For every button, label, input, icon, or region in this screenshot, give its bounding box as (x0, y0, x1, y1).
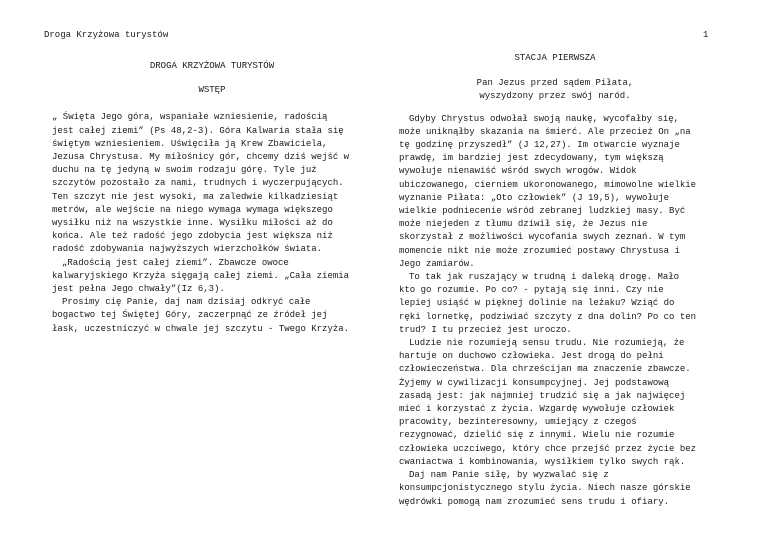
text-line: cwaniactwa i kombinowania, wysiłkiem tylko swych rąk. (399, 456, 686, 467)
text-line: metrów, ale wejście na niego wymaga wymaga większego (52, 204, 333, 215)
text-line: ręki lornetkę, podziwiać szczyty z dna dolin? Po co ten (399, 311, 697, 322)
left-paragraphs (52, 111, 372, 335)
text-line: Jego zamiarów. (399, 258, 475, 269)
paragraph (399, 469, 711, 509)
text-line: wyznanie Piłata: „Oto człowiek” (J 19,5), wywołuje (399, 192, 670, 203)
text-line: duchu na tę jedyną w swoim rodzaju górę. Tyle już (52, 165, 317, 176)
text-line: może niejeden z tłumu dziwił się, że Jezus nie (399, 219, 648, 230)
station-title: STACJA PIERWSZA (514, 53, 596, 63)
text-line: wędrówki pomogą nam zrozumieć sens trudu i ofiary. (399, 496, 670, 507)
paragraph (399, 337, 711, 469)
text-line: skorzystał z możliwości wycofania swych zeznań. W tym (399, 232, 686, 243)
text-line: prawdę, im bardziej jest zdecydowany, tym większą (399, 153, 664, 164)
page-number: 1 (703, 30, 709, 40)
text-line: wywołuje nienawiść wśród swych wrogów. Widok (399, 166, 637, 177)
text-line: jest pełna Jego chwały”(Iz 6,3). (52, 284, 225, 295)
text-line: człowieka uczciwego, który chce przejść przez życie bez (399, 443, 697, 454)
text-line: człowieczeństwa. Dla chrześcijan ma znaczenie zbawcze. (399, 364, 691, 375)
text-line: Żyjemy w cywilizacji konsumpcyjnej. Jej podstawową (399, 377, 670, 388)
text-line: „Radością jest całej ziemi”. Zbawcze owoce (62, 257, 289, 268)
paragraph (52, 296, 372, 336)
text-line: bogactwo tej Świętej Góry, zaczerpnąć ze źródeł jej (52, 310, 328, 321)
text-line: kto go rozumie. Po co? - pytają się inni. Czy nie (399, 285, 664, 296)
text-line: trud? I tu przecież jest uroczo. (399, 324, 572, 335)
text-line: Daj nam Panie siłę, by wyzwalać się z (409, 470, 609, 481)
station-subtitle-line: Pan Jezus przed sądem Piłata, (476, 78, 634, 89)
text-line: końca. Ale też radość jego zdobycia jest większa niż (52, 231, 333, 242)
text-line: Jezusa Chrystusa. My miłośnicy gór, chcemy dziś wejść w (52, 152, 350, 163)
paragraph (399, 271, 711, 337)
text-line: świętym wzniesieniem. Uświęciła ją Krew Zbawiciela, (52, 138, 328, 149)
text-line: Gdyby Chrystus odwołał swoją naukę, wycofałby się, (409, 113, 680, 124)
text-line: hartuje on duchowo człowieka. Jest drogą do pełni (399, 351, 664, 362)
station-subtitle (399, 77, 711, 103)
text-line: rezygnować, dzielić się z innymi. Wielu nie rozumie (399, 430, 675, 441)
text-line: Prosimy cię Panie, daj nam dzisiaj odkryć całe (62, 297, 311, 308)
text-line: To tak jak ruszający w trudną i daleką drogę. Mało (409, 272, 680, 283)
text-line: łask, uczestniczyć w chwale jej szczytu - Twego Krzyża. (52, 323, 350, 334)
text-line: tę godzinę przyszedł” (J 12,27). Im otwarcie wyznaje (399, 140, 680, 151)
left-column (52, 60, 372, 336)
running-header: Droga Krzyżowa turystów (44, 30, 169, 40)
text-line: Ludzie nie rozumieją sensu trudu. Nie rozumieją, że (409, 338, 685, 349)
text-line: konsumpcjonistycznego stylu życia. Niech nasze górskie (399, 483, 691, 494)
paragraph (52, 257, 372, 297)
right-column (399, 52, 711, 509)
text-line: zasadą jest: jak najmniej trudzić się a jak najwięcej (399, 390, 686, 401)
text-line: kalwaryjskiego Krzyża sięgają całej ziemi. „Cała ziemia (52, 270, 350, 281)
right-paragraphs (399, 113, 711, 509)
section-title: WSTĘP (198, 85, 226, 96)
text-line: jest całej ziemi” (Ps 48,2-3). Góra Kalwaria stała się (52, 125, 344, 136)
text-line: pracowity, bezinteresowny, umiejący z czegoś (399, 417, 637, 428)
text-line: szczytów pozostało za nami, trudnych i wyczerpujących. (52, 178, 344, 189)
text-line: momencie nikt nie może zrozumieć postawy Chrystusa i (399, 245, 680, 256)
paragraph (399, 113, 711, 271)
text-line: ubiczowanego, cierniem ukoronowanego, mimowolne wielkie (399, 179, 697, 190)
text-line: wysiłku niż na wszystkie inne. Wysiłku miłości aż do (52, 218, 333, 229)
text-line: Ten szczyt nie jest wysoki, ma zaledwie kilkadziesiąt (52, 191, 339, 202)
text-line: mieć i korzystać z życia. Wzgardę wywołuje człowiek (399, 404, 675, 415)
text-line: radość zdobywania najwyższych wierzchołków świata. (52, 244, 323, 255)
text-line: „ Święta Jego góra, wspaniałe wzniesienie, radością (52, 112, 328, 123)
text-line: lepiej usiąść w pięknej dolinie na leżaku? Wziąć do (399, 298, 675, 309)
paragraph (52, 111, 372, 256)
text-line: może uniknąłby skazania na śmierć. Ale przecież On „na (399, 126, 691, 137)
document-title: DROGA KRZYŻOWA TURYSTÓW (149, 61, 275, 71)
station-subtitle-line: wyszydzony przez swój naród. (479, 91, 631, 102)
text-line: wielkie podniecenie wśród zebranej ludzkiej masy. Być (399, 206, 686, 217)
